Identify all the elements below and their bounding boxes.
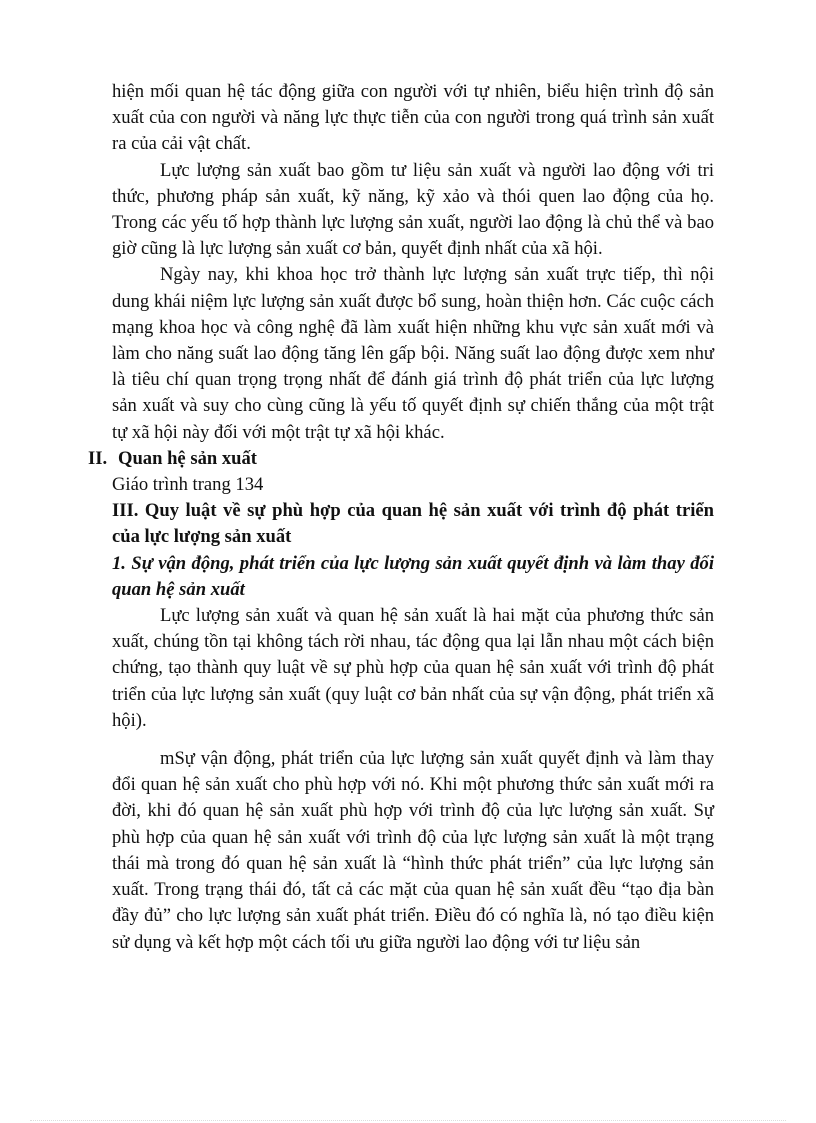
section-heading-relations-of-production <box>88 446 714 472</box>
section-number: II. <box>88 447 108 469</box>
paragraph-development-determines: mSự vận động, phát triển của lực lượng sản xuất quyết định và làm thay đổi quan hệ sản xuất cho phù hợp với nó. Khi một phương thức sản xuất mới ra đời, khi đó quan hệ sản xuất phù hợp với trình độ của lực lượng sản xuất. Sự phù hợp của quan hệ sản xuất với trình độ của lực lượng sản xuất là một trạng thái mà trong đó quan hệ sản xuất là “hình thức phát triển” của lực lượng sản xuất. Trong trạng thái đó, tất cả các mặt của quan hệ sản xuất đều “tạo địa bàn đầy đủ” cho lực lượng sản xuất phát triển. Điều đó có nghĩa là, nó tạo điều kiện sử dụng và kết hợp một cách tối ưu giữa người lao động với tư liệu sản <box>112 748 714 953</box>
paragraph-productive-forces: Lực lượng sản xuất bao gồm tư liệu sản xuất và người lao động với tri thức, phương pháp sản xuất, kỹ năng, kỹ xảo và thói quen lao động của họ. Trong các yếu tố hợp thành lực lượng sản xuất, người lao động là chủ thể và bao giờ cũng là lực lượng sản xuất cơ bản, quyết định nhất của xã hội. <box>112 159 714 260</box>
section-title: Quan hệ sản xuất <box>118 447 257 469</box>
textbook-reference: Giáo trình trang 134 <box>112 474 264 496</box>
paragraph-mode-of-production: Lực lượng sản xuất và quan hệ sản xuất là hai mặt của phương thức sản xuất, chúng tồn tại không tách rời nhau, tác động qua lại lẫn nhau một cách biện chứng, tạo thành quy luật về sự phù hợp của quan hệ sản xuất với trình độ phát triển của lực lượng sản xuất (quy luật cơ bản nhất của sự vận động, phát triển xã hội). <box>112 605 714 731</box>
paragraph-science-productivity: Ngày nay, khi khoa học trở thành lực lượng sản xuất trực tiếp, thì nội dung khái niệm lực lượng sản xuất được bổ sung, hoàn thiện hơn. Các cuộc cách mạng khoa học và công nghệ đã làm xuất hiện những khu vực sản xuất mới và làm cho năng suất lao động tăng lên gấp bội. Năng suất lao động được xem như là tiêu chí quan trọng trọng nhất để đánh giá trình độ phát triển của lực lượng sản xuất và suy cho cùng cũng là yếu tố quyết định sự chiến thắng của một trật tự xã hội này đối với một trật tự xã hội khác. <box>112 264 714 443</box>
section-heading-law: III. Quy luật về sự phù hợp của quan hệ sản xuất với trình độ phát triển của lực lượng sản xuất <box>112 500 714 548</box>
document-page <box>88 79 714 956</box>
page-bottom-divider <box>30 1120 786 1121</box>
paragraph-continuation: hiện mối quan hệ tác động giữa con người với tự nhiên, biểu hiện trình độ sản xuất của con người và năng lực thực tiễn của con người trong quá trình sản xuất ra của cải vật chất. <box>112 81 714 155</box>
subsection-heading: 1. Sự vận động, phát triển của lực lượng sản xuất quyết định và làm thay đổi quan hệ sản xuất <box>112 552 714 600</box>
